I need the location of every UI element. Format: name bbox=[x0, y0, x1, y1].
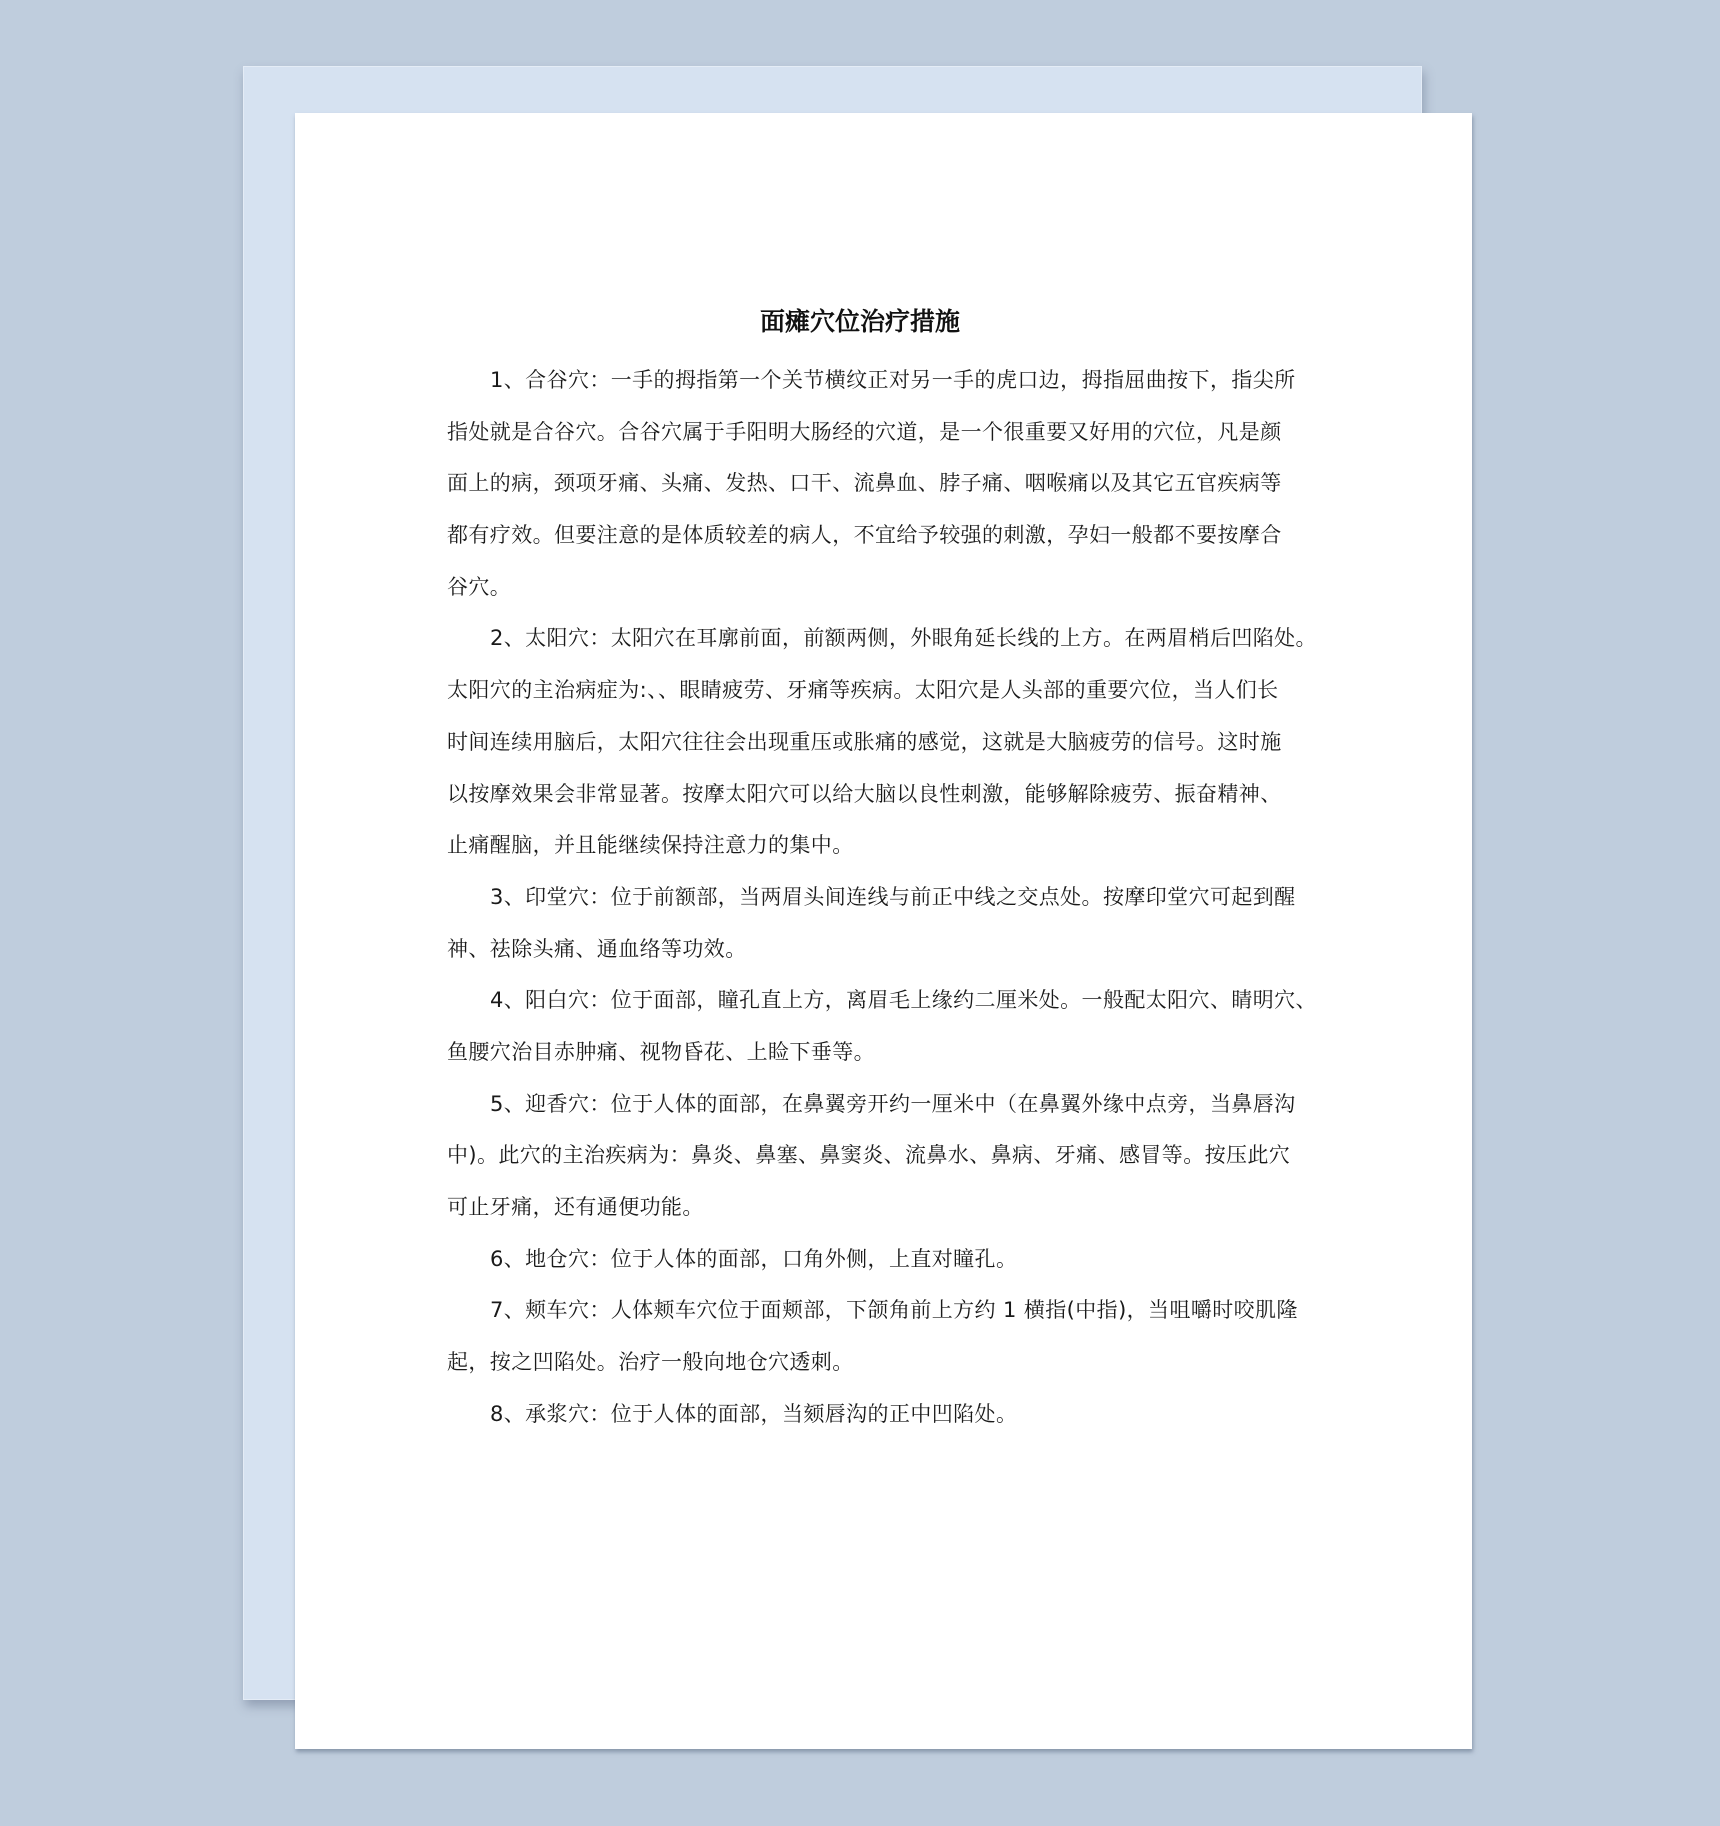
text-line: 3、印堂穴：位于前额部，当两眉头间连线与前正中线之交点处。按摩印堂穴可起到醒 bbox=[490, 884, 1296, 909]
text-line: 4、阳白穴：位于面部，瞳孔直上方，离眉毛上缘约二厘米处。一般配太阳穴、睛明穴、 bbox=[490, 988, 1317, 1013]
text-line: 神、祛除头痛、通血络等功效。 bbox=[447, 936, 747, 961]
text-line: 8、承浆穴：位于人体的面部，当颏唇沟的正中凹陷处。 bbox=[490, 1401, 1018, 1426]
text-line: 谷穴。 bbox=[447, 574, 512, 599]
paragraph-yintang bbox=[447, 879, 1327, 982]
paragraph-yangbai bbox=[447, 982, 1327, 1085]
text-line: 止痛醒脑，并且能继续保持注意力的集中。 bbox=[447, 833, 854, 858]
text-line: 5、迎香穴：位于人体的面部，在鼻翼旁开约一厘米中（在鼻翼外缘中点旁，当鼻唇沟 bbox=[490, 1091, 1296, 1116]
text-line: 指处就是合谷穴。合谷穴属于手阳明大肠经的穴道，是一个很重要又好用的穴位，凡是颜 bbox=[447, 419, 1282, 444]
paragraph-taiyang bbox=[447, 620, 1327, 878]
paragraph-yingxiang bbox=[447, 1086, 1327, 1241]
text-line: 太阳穴的主治病症为:、、眼睛疲劳、牙痛等疾病。太阳穴是人头部的重要穴位，当人们长 bbox=[447, 678, 1279, 703]
text-line: 中)。此穴的主治疾病为：鼻炎、鼻塞、鼻窦炎、流鼻水、鼻病、牙痛、感冒等。按压此穴 bbox=[447, 1143, 1291, 1168]
paragraph-dicang bbox=[447, 1241, 1327, 1293]
paragraph-chengjiang bbox=[447, 1396, 1327, 1448]
text-line: 起，按之凹陷处。治疗一般向地仓穴透刺。 bbox=[447, 1350, 854, 1375]
text-line: 2、太阳穴：太阳穴在耳廓前面，前额两侧，外眼角延长线的上方。在两眉梢后凹陷处。 bbox=[490, 626, 1317, 651]
text-line: 7、颊车穴：人体颊车穴位于面颊部，下颌角前上方约 1 横指(中指)，当咀嚼时咬肌隆 bbox=[490, 1298, 1298, 1323]
text-line: 以按摩效果会非常显著。按摩太阳穴可以给大脑以良性刺激，能够解除疲劳、振奋精神、 bbox=[447, 781, 1282, 806]
text-line: 都有疗效。但要注意的是体质较差的病人，不宜给予较强的刺激，孕妇一般都不要按摩合 bbox=[447, 523, 1282, 548]
text-line: 6、地仓穴：位于人体的面部，口角外侧，上直对瞳孔。 bbox=[490, 1246, 1018, 1271]
document-title: 面瘫穴位治疗措施 bbox=[759, 307, 960, 336]
paragraph-hegu bbox=[447, 362, 1327, 620]
paragraph-jiache bbox=[447, 1292, 1327, 1395]
text-line: 面上的病，颈项牙痛、头痛、发热、口干、流鼻血、脖子痛、咽喉痛以及其它五官疾病等 bbox=[447, 471, 1282, 496]
text-line: 时间连续用脑后，太阳穴往往会出现重压或胀痛的感觉，这就是大脑疲劳的信号。这时施 bbox=[447, 729, 1282, 754]
document-body bbox=[447, 362, 1327, 1447]
text-line: 1、合谷穴：一手的拇指第一个关节横纹正对另一手的虎口边，拇指屈曲按下，指尖所 bbox=[490, 368, 1296, 392]
text-line: 鱼腰穴治目赤肿痛、视物昏花、上睑下垂等。 bbox=[447, 1039, 875, 1064]
text-line: 可止牙痛，还有通便功能。 bbox=[447, 1195, 704, 1219]
